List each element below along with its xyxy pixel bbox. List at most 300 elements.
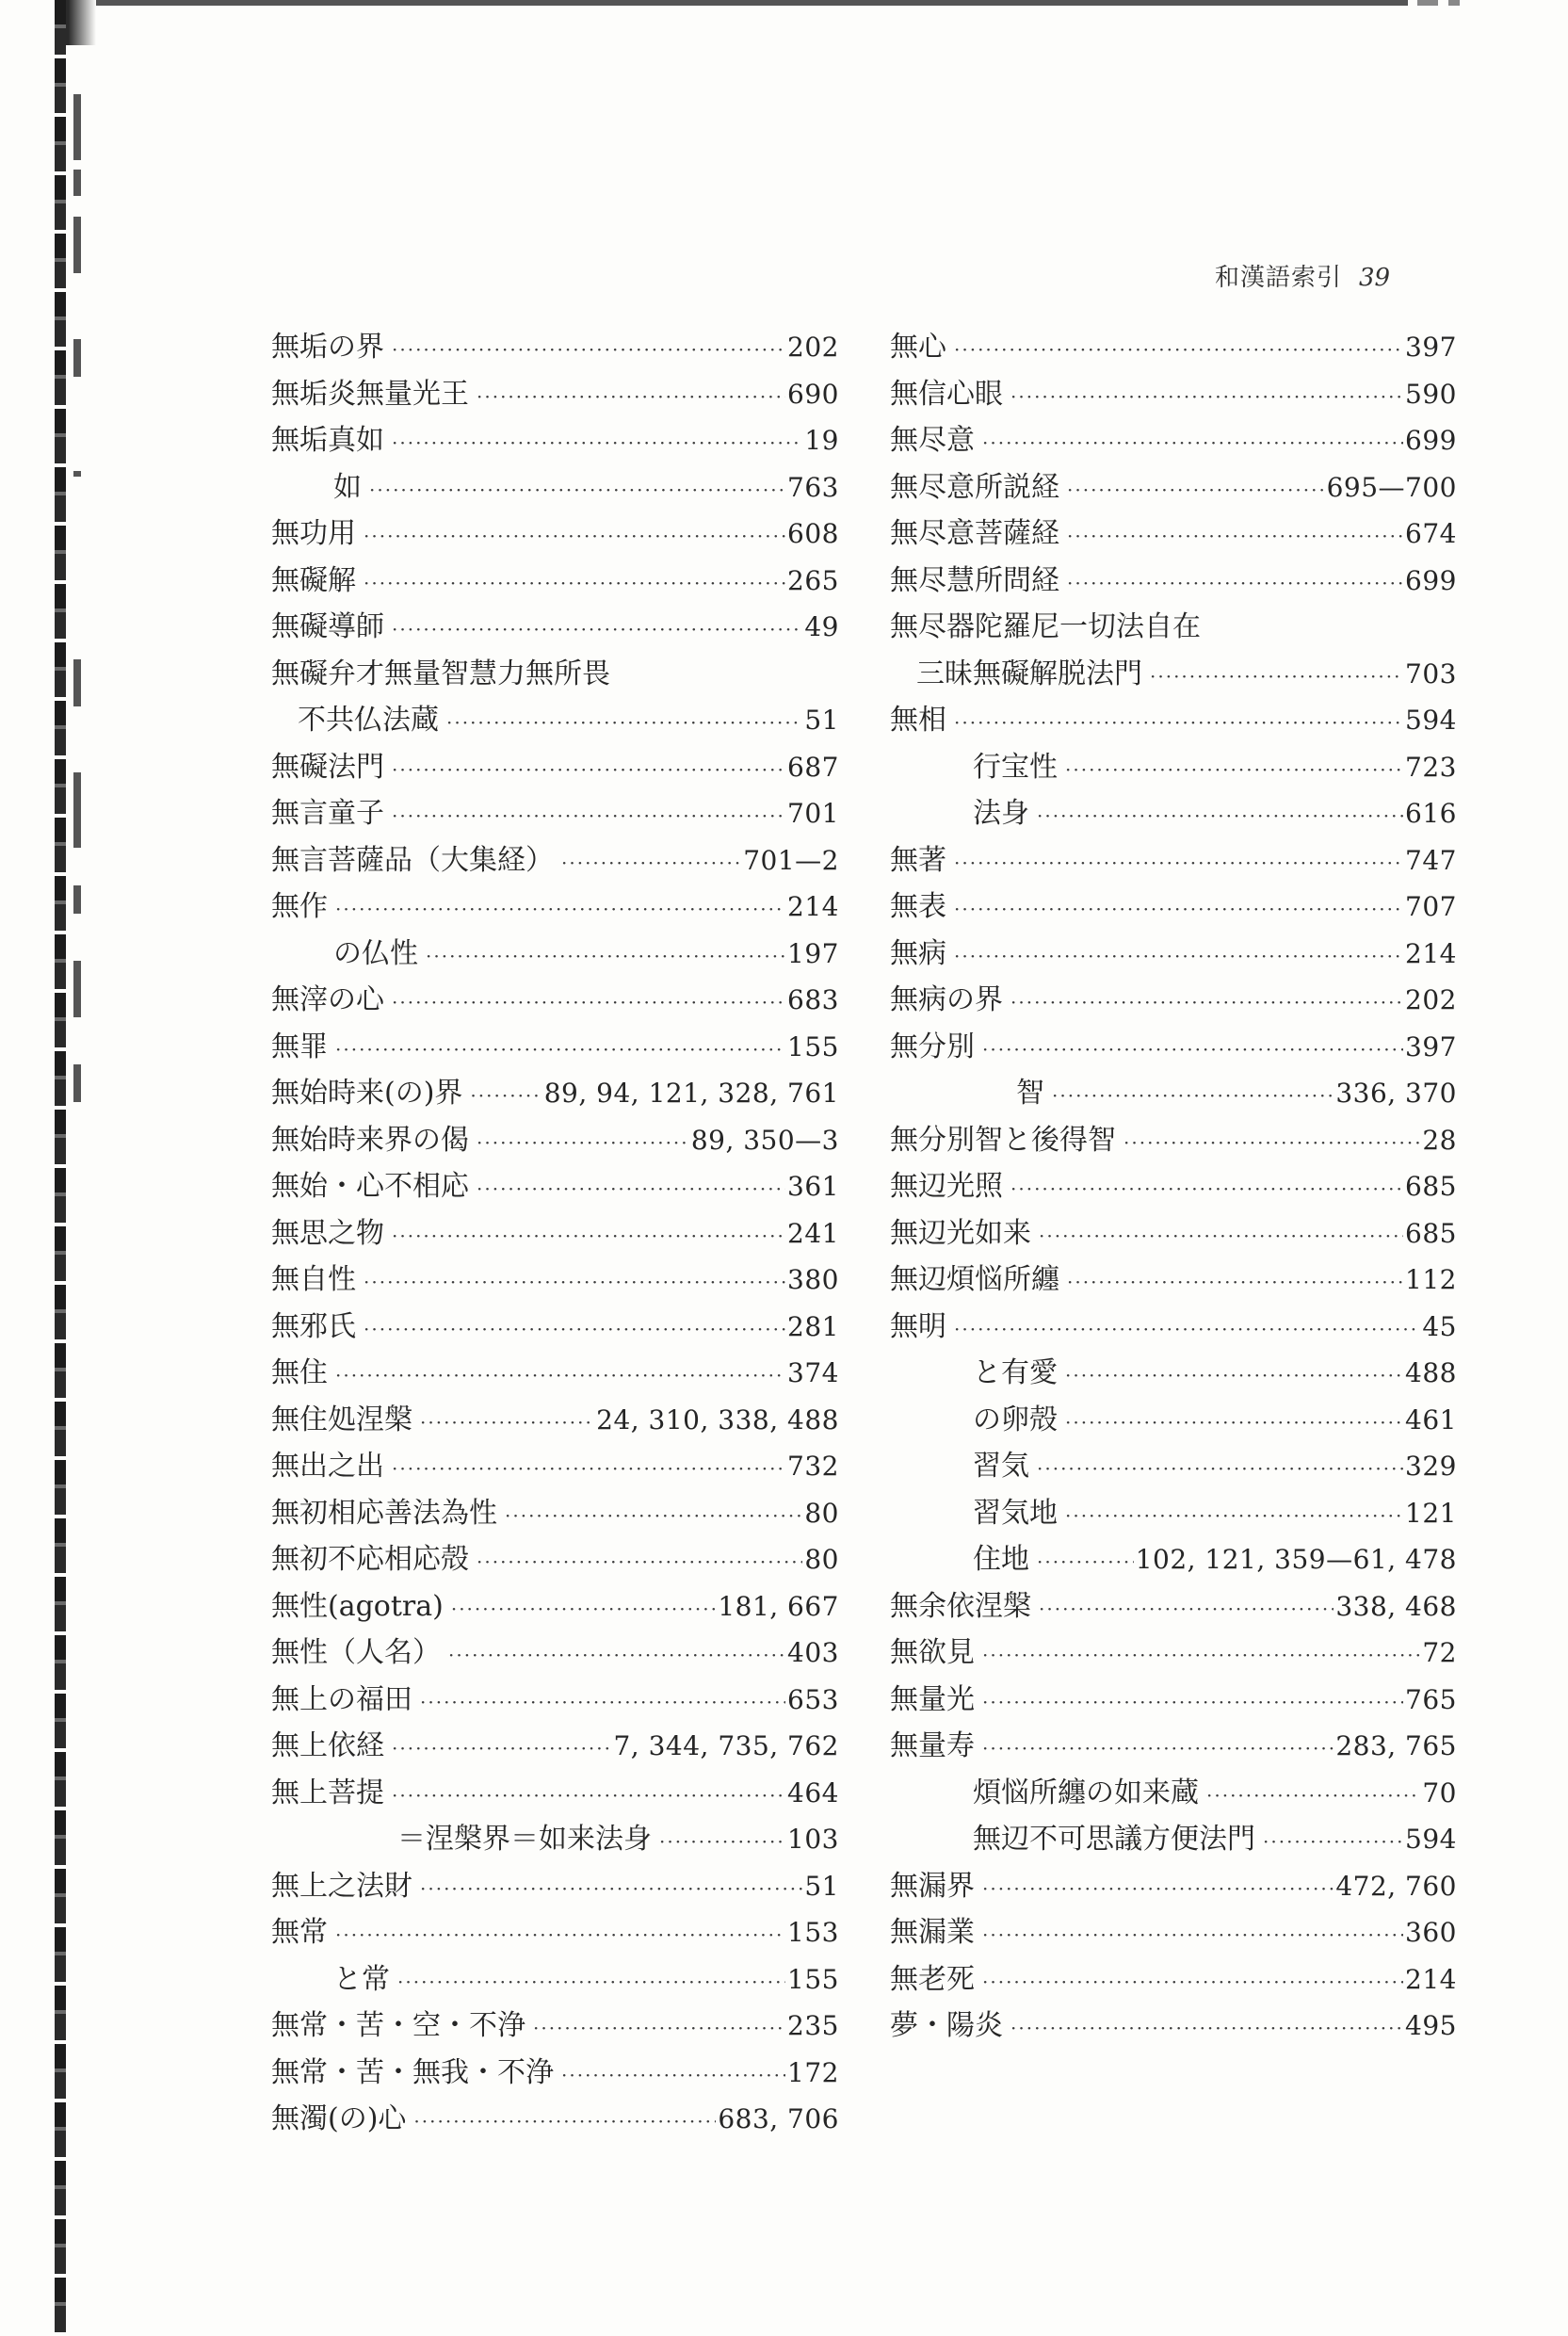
index-term: 無濁(の)心 bbox=[271, 2102, 407, 2135]
index-page-refs: 202 bbox=[787, 332, 839, 363]
index-page-refs: 214 bbox=[787, 891, 839, 922]
index-term: ＝涅槃界＝如来法身 bbox=[397, 1823, 652, 1856]
index-entry bbox=[271, 1117, 839, 1164]
index-page-refs: 699 bbox=[1405, 425, 1457, 456]
index-term: 無尽意 bbox=[890, 424, 975, 457]
index-term: 無住 bbox=[271, 1356, 328, 1389]
dot-leader bbox=[505, 1493, 802, 1540]
scan-top-edge-fragment bbox=[1417, 0, 1438, 6]
index-term: 無礙弁才無量智慧力無所畏 bbox=[271, 657, 610, 690]
index-term: 智 bbox=[1016, 1077, 1044, 1110]
index-page-refs: 283, 765 bbox=[1335, 1730, 1457, 1761]
index-entry bbox=[271, 1909, 839, 1956]
dot-leader bbox=[1263, 1819, 1403, 1866]
index-page-refs: 51 bbox=[804, 705, 839, 736]
index-page-refs: 374 bbox=[787, 1357, 839, 1388]
index-title: 和漢語索引 bbox=[1215, 264, 1343, 292]
scan-top-edge-fragment bbox=[1448, 0, 1460, 6]
index-entry bbox=[271, 1863, 839, 1910]
index-entry bbox=[890, 1304, 1457, 1351]
dot-leader bbox=[1065, 747, 1403, 794]
index-term: 夢・陽炎 bbox=[890, 2009, 1003, 2042]
index-page-refs: 472, 760 bbox=[1335, 1870, 1457, 1902]
index-term: 無尽意菩薩経 bbox=[890, 517, 1059, 550]
index-entry bbox=[271, 790, 839, 837]
index-term: 無病の界 bbox=[890, 983, 1003, 1016]
index-entry bbox=[890, 1117, 1457, 1164]
index-term: 無垢真如 bbox=[271, 424, 384, 457]
index-entry bbox=[890, 931, 1457, 978]
index-page-refs: 699 bbox=[1405, 564, 1457, 596]
index-page-refs: 707 bbox=[1405, 891, 1457, 922]
index-page-refs: 397 bbox=[1405, 332, 1457, 363]
dot-leader bbox=[982, 1726, 1334, 1773]
dot-leader bbox=[982, 1959, 1403, 2006]
index-term: 無住処涅槃 bbox=[271, 1403, 412, 1436]
index-term: 無表 bbox=[890, 890, 946, 923]
index-page-refs: 683 bbox=[787, 984, 839, 1015]
index-page-refs: 235 bbox=[787, 2010, 839, 2041]
index-page-refs: 594 bbox=[1405, 705, 1457, 736]
index-term: 無常 bbox=[271, 1916, 328, 1949]
index-entry bbox=[890, 744, 1457, 791]
dot-leader bbox=[1067, 467, 1325, 514]
gutter-marks bbox=[73, 57, 89, 1375]
index-entry bbox=[271, 511, 839, 558]
index-term: 無性（人名） bbox=[271, 1636, 441, 1669]
index-term: 無思之物 bbox=[271, 1216, 384, 1250]
index-term: と常 bbox=[333, 1962, 390, 1996]
dot-leader bbox=[982, 420, 1403, 467]
index-page-refs: 361 bbox=[787, 1171, 839, 1202]
index-term: と有愛 bbox=[973, 1356, 1058, 1389]
index-term: 不共仏法蔵 bbox=[298, 704, 439, 737]
dot-leader bbox=[420, 1679, 785, 1727]
index-term: 無辺煩悩所纏 bbox=[890, 1263, 1059, 1296]
dot-leader bbox=[1037, 1539, 1134, 1586]
index-page-refs: 155 bbox=[787, 1030, 839, 1063]
index-term: 無始時来界の偈 bbox=[271, 1123, 469, 1157]
index-page-refs: 690 bbox=[787, 378, 839, 410]
index-column-left bbox=[271, 324, 839, 2143]
index-page-refs: 24, 310, 338, 488 bbox=[596, 1403, 839, 1436]
dot-leader bbox=[392, 607, 802, 654]
index-entry bbox=[890, 1443, 1457, 1490]
index-entry bbox=[890, 1630, 1457, 1677]
index-page-refs: 153 bbox=[787, 1917, 839, 1948]
index-entry bbox=[271, 604, 839, 651]
index-entry bbox=[271, 1583, 839, 1630]
dot-leader bbox=[1010, 980, 1403, 1027]
index-term: 無尽意所説経 bbox=[890, 470, 1059, 504]
index-term: 無辺光照 bbox=[890, 1170, 1003, 1203]
index-term: 無余依涅槃 bbox=[890, 1589, 1031, 1623]
dot-leader bbox=[448, 1632, 785, 1679]
index-page-refs: 461 bbox=[1405, 1403, 1457, 1436]
index-entry bbox=[890, 558, 1457, 605]
dot-leader bbox=[364, 1259, 785, 1306]
index-term: 無明 bbox=[890, 1309, 946, 1343]
index-entry bbox=[890, 1163, 1457, 1210]
index-entry bbox=[271, 2003, 839, 2050]
index-term: 無礙法門 bbox=[271, 750, 384, 784]
dot-leader bbox=[364, 1306, 785, 1354]
dot-leader bbox=[420, 1400, 594, 1447]
index-term: 習気 bbox=[973, 1450, 1029, 1483]
index-term: 無垢の界 bbox=[271, 331, 384, 364]
index-page-refs: 72 bbox=[1422, 1637, 1457, 1668]
dot-leader bbox=[364, 560, 785, 608]
index-term: 無上の福田 bbox=[271, 1682, 412, 1716]
dot-leader bbox=[954, 840, 1403, 887]
index-page-refs: 197 bbox=[787, 937, 839, 969]
index-page-refs: 732 bbox=[787, 1451, 839, 1482]
index-entry bbox=[890, 324, 1457, 371]
index-page-refs: 80 bbox=[804, 1497, 839, 1529]
dot-leader bbox=[477, 374, 785, 421]
index-term: 無垢炎無量光王 bbox=[271, 377, 469, 411]
index-entry bbox=[890, 1909, 1457, 1956]
dot-leader bbox=[335, 1912, 785, 1959]
index-term: の卵殻 bbox=[973, 1403, 1058, 1436]
index-term: 三昧無礙解脱法門 bbox=[916, 657, 1142, 690]
index-term: 無老死 bbox=[890, 1962, 975, 1996]
index-entry bbox=[890, 604, 1457, 651]
index-entry bbox=[271, 931, 839, 978]
index-entry bbox=[271, 977, 839, 1024]
index-entry bbox=[890, 1536, 1457, 1583]
index-entry bbox=[890, 1723, 1457, 1770]
index-term: 無自性 bbox=[271, 1263, 356, 1296]
dot-leader bbox=[1037, 1446, 1403, 1493]
dot-leader bbox=[477, 1539, 802, 1586]
dot-leader bbox=[392, 327, 785, 374]
index-entry bbox=[890, 1257, 1457, 1304]
dot-leader bbox=[392, 420, 802, 467]
index-entry bbox=[271, 1070, 839, 1117]
index-term: 無初不応相応殻 bbox=[271, 1543, 469, 1576]
index-entry bbox=[890, 2003, 1457, 2050]
index-entry bbox=[271, 744, 839, 791]
index-page-refs: 265 bbox=[787, 564, 839, 596]
dot-leader bbox=[1150, 654, 1403, 701]
index-term: 無常・苦・空・不浄 bbox=[271, 2009, 525, 2042]
index-term: 無漏業 bbox=[890, 1916, 975, 1949]
index-page-refs: 616 bbox=[1405, 798, 1457, 829]
index-term: の仏性 bbox=[333, 936, 418, 970]
index-page-refs: 685 bbox=[1405, 1217, 1457, 1249]
index-term: 無言童子 bbox=[271, 797, 384, 830]
index-entry bbox=[890, 977, 1457, 1024]
index-page-refs: 45 bbox=[1422, 1310, 1457, 1342]
dot-leader bbox=[954, 886, 1403, 933]
index-entry bbox=[271, 651, 839, 698]
dot-leader bbox=[561, 840, 741, 887]
index-entry bbox=[271, 1397, 839, 1444]
index-entry bbox=[890, 1070, 1457, 1117]
index-term: 無尽器陀羅尼一切法自在 bbox=[890, 610, 1201, 643]
index-entry bbox=[271, 464, 839, 511]
index-entry bbox=[271, 558, 839, 605]
index-entry bbox=[271, 2050, 839, 2097]
index-page-refs: 653 bbox=[787, 1683, 839, 1715]
index-page-refs: 703 bbox=[1405, 657, 1457, 689]
index-page-refs: 28 bbox=[1422, 1124, 1457, 1156]
index-term: 無尽慧所問経 bbox=[890, 563, 1059, 597]
dot-leader bbox=[1065, 1353, 1403, 1400]
index-term: 無分別智と後得智 bbox=[890, 1123, 1116, 1157]
index-entry bbox=[890, 1490, 1457, 1537]
dot-leader bbox=[1206, 1773, 1420, 1820]
dot-leader bbox=[335, 1027, 785, 1074]
index-page-refs: 121 bbox=[1405, 1497, 1457, 1529]
dot-leader bbox=[561, 2052, 785, 2100]
index-entry bbox=[271, 1816, 839, 1863]
dot-leader bbox=[335, 886, 785, 933]
index-page-refs: 590 bbox=[1405, 378, 1457, 410]
index-page-refs: 683, 706 bbox=[718, 2103, 839, 2134]
index-page-refs: 112 bbox=[1405, 1264, 1457, 1295]
index-entry bbox=[890, 1863, 1457, 1910]
index-entry bbox=[890, 464, 1457, 511]
index-term: 無性(agotra) bbox=[271, 1589, 444, 1623]
dot-leader bbox=[413, 2099, 716, 2146]
dot-leader bbox=[392, 793, 785, 840]
dot-leader bbox=[982, 1027, 1403, 1074]
index-page-refs: 281 bbox=[787, 1310, 839, 1342]
index-page-refs: 701 bbox=[787, 798, 839, 829]
index-entry bbox=[271, 1956, 839, 2003]
index-term: 無心 bbox=[890, 331, 946, 364]
index-page-refs: 202 bbox=[1405, 984, 1457, 1015]
dot-leader bbox=[1065, 1493, 1403, 1540]
index-term: 無礙導師 bbox=[271, 610, 384, 643]
index-term: 無上依経 bbox=[271, 1729, 384, 1762]
index-term: 無欲見 bbox=[890, 1636, 975, 1669]
index-term: 無辺不可思議方便法門 bbox=[973, 1823, 1255, 1856]
index-page-refs: 674 bbox=[1405, 518, 1457, 549]
index-entry bbox=[890, 1350, 1457, 1397]
index-term: 無病 bbox=[890, 936, 946, 970]
index-page-refs: 488 bbox=[1405, 1357, 1457, 1388]
dot-leader bbox=[392, 1446, 785, 1493]
dot-leader bbox=[659, 1819, 785, 1866]
index-entry bbox=[271, 1443, 839, 1490]
index-page-refs: 403 bbox=[787, 1637, 839, 1668]
binding-edge bbox=[55, 0, 66, 2336]
dot-leader bbox=[426, 933, 785, 981]
dot-leader bbox=[392, 1213, 785, 1260]
scan-top-edge bbox=[57, 0, 1408, 6]
index-term: 無相 bbox=[890, 704, 946, 737]
dot-leader bbox=[1037, 793, 1403, 840]
index-entry bbox=[890, 1956, 1457, 2003]
index-entry bbox=[271, 1163, 839, 1210]
dot-leader bbox=[1010, 374, 1403, 421]
index-entry bbox=[890, 1583, 1457, 1630]
index-term: 無初相応善法為性 bbox=[271, 1496, 497, 1530]
dot-leader bbox=[1067, 1259, 1403, 1306]
dot-leader bbox=[420, 1866, 802, 1913]
index-term: 無常・苦・無我・不浄 bbox=[271, 2055, 554, 2089]
dot-leader bbox=[954, 1306, 1420, 1354]
index-entry bbox=[271, 1723, 839, 1770]
dot-leader bbox=[1067, 513, 1403, 560]
dot-leader bbox=[982, 1679, 1403, 1727]
index-term: 無出之出 bbox=[271, 1450, 384, 1483]
dot-leader bbox=[392, 980, 785, 1027]
index-entry bbox=[890, 1397, 1457, 1444]
index-page-refs: 723 bbox=[1405, 751, 1457, 783]
dot-leader bbox=[477, 1166, 785, 1213]
index-entry bbox=[890, 417, 1457, 464]
index-page-refs: 594 bbox=[1405, 1824, 1457, 1855]
index-term: 無功用 bbox=[271, 517, 356, 550]
dot-leader bbox=[1010, 2005, 1403, 2052]
index-term: 無罪 bbox=[271, 1030, 328, 1063]
index-page-refs: 687 bbox=[787, 751, 839, 783]
dot-leader bbox=[954, 933, 1403, 981]
index-page-refs: 181, 667 bbox=[718, 1590, 839, 1622]
index-term: 無作 bbox=[271, 890, 328, 923]
index-term: 如 bbox=[333, 470, 362, 504]
index-page-refs: 80 bbox=[804, 1544, 839, 1575]
index-page-refs: 51 bbox=[804, 1870, 839, 1902]
index-entry bbox=[271, 324, 839, 371]
index-term: 無信心眼 bbox=[890, 377, 1003, 411]
index-entry bbox=[890, 1770, 1457, 1817]
index-term: 無上之法財 bbox=[271, 1869, 412, 1903]
index-page-refs: 464 bbox=[787, 1776, 839, 1809]
index-page-refs: 495 bbox=[1405, 2010, 1457, 2041]
index-entry bbox=[890, 1210, 1457, 1257]
dot-leader bbox=[1067, 560, 1403, 608]
index-page-refs: 7, 344, 735, 762 bbox=[613, 1730, 839, 1761]
dot-leader bbox=[982, 1866, 1334, 1913]
index-page-refs: 214 bbox=[1405, 937, 1457, 969]
index-entry bbox=[271, 1210, 839, 1257]
index-page-refs: 19 bbox=[804, 425, 839, 456]
index-entry bbox=[890, 1816, 1457, 1863]
index-term: 無辺光如来 bbox=[890, 1216, 1031, 1250]
index-term: 無邪氏 bbox=[271, 1309, 356, 1343]
index-entry bbox=[271, 371, 839, 418]
index-term: 無始・心不相応 bbox=[271, 1170, 469, 1203]
index-entry bbox=[271, 1257, 839, 1304]
index-entry bbox=[271, 1024, 839, 1071]
index-page-refs: 102, 121, 359—61, 478 bbox=[1135, 1544, 1457, 1575]
index-term: 無言菩薩品（大集経） bbox=[271, 843, 554, 877]
index-entry bbox=[271, 837, 839, 884]
index-term: 無量光 bbox=[890, 1682, 975, 1716]
index-page-refs: 360 bbox=[1405, 1917, 1457, 1948]
dot-leader bbox=[954, 700, 1403, 747]
index-entry bbox=[890, 371, 1457, 418]
index-entry bbox=[271, 1350, 839, 1397]
index-page-refs: 155 bbox=[787, 1963, 839, 1995]
index-page-refs: 701—2 bbox=[743, 844, 839, 876]
index-page-refs: 397 bbox=[1405, 1030, 1457, 1063]
dot-leader bbox=[1052, 1073, 1334, 1120]
dot-leader bbox=[392, 747, 785, 794]
index-page-refs: 338, 468 bbox=[1335, 1590, 1457, 1622]
index-term: 無礙解 bbox=[271, 563, 356, 597]
index-page-refs: 49 bbox=[804, 611, 839, 642]
index-entry bbox=[890, 1024, 1457, 1071]
index-entry bbox=[890, 651, 1457, 698]
index-entry bbox=[271, 2096, 839, 2143]
index-entry bbox=[271, 1770, 839, 1817]
index-page-refs: 214 bbox=[1405, 1963, 1457, 1995]
index-page-refs: 103 bbox=[787, 1824, 839, 1855]
dot-leader bbox=[982, 1912, 1403, 1959]
index-column-right bbox=[890, 324, 1457, 2050]
index-entry bbox=[890, 884, 1457, 931]
index-entry bbox=[271, 1630, 839, 1677]
dot-leader bbox=[397, 1959, 785, 2006]
index-page-refs: 336, 370 bbox=[1335, 1078, 1457, 1109]
index-entry bbox=[890, 1677, 1457, 1724]
dot-leader bbox=[446, 700, 802, 747]
dot-leader bbox=[477, 1120, 689, 1167]
index-page-refs: 380 bbox=[787, 1264, 839, 1295]
page-number: 39 bbox=[1359, 264, 1391, 292]
dot-leader bbox=[1010, 1166, 1403, 1213]
index-page-refs: 241 bbox=[787, 1217, 839, 1249]
dot-leader bbox=[335, 1353, 785, 1400]
index-entry bbox=[271, 1490, 839, 1537]
index-page-refs: 763 bbox=[787, 471, 839, 503]
dot-leader bbox=[369, 467, 785, 514]
dot-leader bbox=[954, 327, 1403, 374]
dot-leader bbox=[451, 1586, 716, 1633]
index-entry bbox=[271, 884, 839, 931]
index-page-refs: 89, 94, 121, 328, 761 bbox=[543, 1078, 839, 1109]
index-term: 住地 bbox=[973, 1543, 1029, 1576]
index-term: 無分別 bbox=[890, 1030, 975, 1063]
index-term: 煩悩所纏の如来蔵 bbox=[973, 1776, 1199, 1809]
index-page-refs: 172 bbox=[787, 2056, 839, 2088]
index-page-refs: 685 bbox=[1405, 1171, 1457, 1202]
index-entry bbox=[890, 697, 1457, 744]
dot-leader bbox=[392, 1773, 785, 1820]
index-term: 習気地 bbox=[973, 1496, 1058, 1530]
index-page-refs: 89, 350—3 bbox=[690, 1124, 839, 1156]
index-term: 無漏界 bbox=[890, 1869, 975, 1903]
dot-leader bbox=[982, 1632, 1420, 1679]
running-head bbox=[1215, 258, 1390, 293]
dot-leader bbox=[533, 2005, 785, 2052]
index-entry bbox=[271, 1677, 839, 1724]
dot-leader bbox=[1123, 1120, 1420, 1167]
index-entry bbox=[271, 1304, 839, 1351]
dot-leader bbox=[1039, 1213, 1403, 1260]
index-entry bbox=[271, 1536, 839, 1583]
index-term: 法身 bbox=[973, 797, 1029, 830]
index-entry bbox=[890, 837, 1457, 884]
dot-leader bbox=[1039, 1586, 1334, 1633]
dot-leader bbox=[364, 513, 785, 560]
index-term: 無上菩提 bbox=[271, 1776, 384, 1809]
index-page-refs: 747 bbox=[1405, 844, 1457, 876]
index-term: 無著 bbox=[890, 843, 946, 877]
index-page-refs: 695—700 bbox=[1326, 471, 1457, 503]
dot-leader bbox=[392, 1726, 611, 1773]
index-term: 無量寿 bbox=[890, 1729, 975, 1762]
index-page-refs: 70 bbox=[1422, 1776, 1457, 1809]
dot-leader bbox=[470, 1073, 542, 1120]
index-page-refs: 608 bbox=[787, 518, 839, 549]
